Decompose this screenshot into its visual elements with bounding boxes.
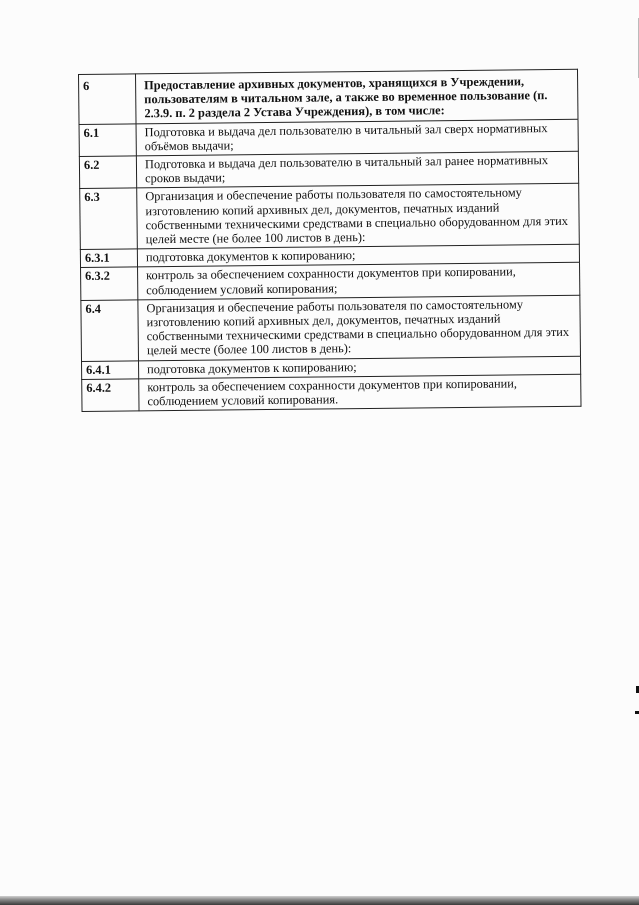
row-number: 6.4.1 <box>82 361 139 380</box>
table-row-6-3-2 <box>81 263 580 301</box>
row-number: 6.3.2 <box>81 267 138 300</box>
scan-artifact-mark <box>635 711 639 714</box>
row-number: 6.4.2 <box>82 379 139 412</box>
row-text: контроль за обеспечением сохранности документов при копировании, соблюдением условий копирования. <box>139 374 581 411</box>
row-text: Организация и обеспечение работы пользователя по самостоятельному изготовлению копий архивных дел, документов, печатных изданий собственными техническими средствами в специально оборудованном для этих целей месте (не более 100 листов в день): <box>137 184 580 249</box>
services-table <box>78 69 582 412</box>
row-text: Предоставление архивных документов, хранящихся в Учреждении, пользователям в читальном зале, а также во временное пользование (п. 2.3.9. п. 2 раздела 2 Устава Учреждения), в том числе: <box>136 69 578 123</box>
table-row-6-4-2 <box>82 374 581 412</box>
table-row-6-2 <box>79 151 578 189</box>
row-number: 6 <box>79 74 137 124</box>
row-text: подготовка документов к копированию; <box>139 356 581 379</box>
row-text: Подготовка и выдача дел пользователю в читальный зал ранее нормативных сроков выдачи; <box>136 151 578 188</box>
row-number: 6.2 <box>79 156 136 189</box>
table-row-6-4 <box>81 295 581 361</box>
table-row-6-3 <box>80 184 580 250</box>
row-text: Организация и обеспечение работы пользователя по самостоятельному изготовлению копий архивных дел, документов, печатных изданий собственными техническими средствами в специально оборудованном для этих целей месте (более 100 листов в день): <box>138 295 581 360</box>
row-number: 6.1 <box>79 124 136 157</box>
row-text: подготовка документов к копированию; <box>137 244 579 267</box>
table-row-6 <box>79 69 578 124</box>
table-row-6-1 <box>79 119 578 157</box>
row-number: 6.3 <box>80 188 138 249</box>
row-number: 6.3.1 <box>80 249 137 268</box>
row-text: контроль за обеспечением сохранности документов при копировании, соблюдением условий копирования; <box>138 263 580 300</box>
row-text: Подготовка и выдача дел пользователю в читальный зал сверх нормативных объёмов выдачи; <box>136 119 578 156</box>
scan-bottom-edge <box>0 896 639 905</box>
row-number: 6.4 <box>81 300 139 361</box>
